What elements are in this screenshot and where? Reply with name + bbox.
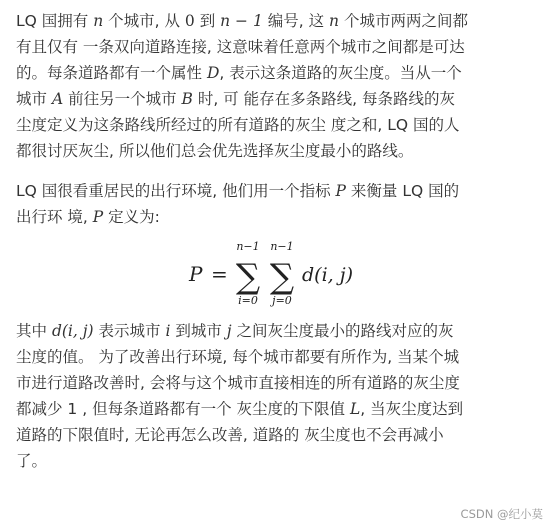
text-run: , 当灰尘度达到 bbox=[360, 400, 464, 418]
math-var-B: B bbox=[181, 90, 193, 108]
math-var-i: i bbox=[165, 322, 171, 340]
sum2-lower-limit: j=0 bbox=[272, 294, 292, 307]
text-run: 时, 可 能存在多条路线, 每条路线的灰 bbox=[192, 90, 455, 108]
math-var-P: P bbox=[335, 182, 346, 200]
text-line bbox=[16, 60, 543, 86]
text-run: 到城市 bbox=[170, 322, 227, 340]
text-run: 其中 bbox=[16, 322, 52, 340]
sum1-upper-limit: n−1 bbox=[236, 240, 260, 253]
text-run: 到 bbox=[194, 12, 221, 30]
text-run: 定义为: bbox=[103, 208, 160, 226]
formula-lhs: P bbox=[189, 262, 203, 286]
text-line: 道路的下限值时, 无论再怎么改善, 道路的 灰尘度也不会再减小 bbox=[16, 426, 444, 444]
text-line bbox=[16, 396, 543, 422]
text-run: 都减少 1 , 但每条道路都有一个 灰尘度的下限值 bbox=[16, 400, 350, 418]
text-line: 尘度定义为这条路线所经过的所有道路的灰尘 度之和, LQ 国的人 bbox=[16, 116, 460, 134]
math-expr-d-i-j: d(i, j) bbox=[51, 322, 94, 340]
text-line: 了。 bbox=[16, 452, 48, 470]
watermark: CSDN @纪小莫 bbox=[460, 507, 543, 521]
math-var-n: n bbox=[329, 12, 340, 30]
sum2-sigma: ∑ bbox=[269, 257, 295, 297]
math-number: 0 bbox=[184, 12, 195, 30]
text-run: 的。每条道路都有一个属性 bbox=[16, 64, 207, 82]
text-line bbox=[16, 318, 543, 344]
formula-equals: = bbox=[211, 262, 228, 286]
text-run: 前往另一个城市 bbox=[63, 90, 182, 108]
text-line bbox=[16, 178, 543, 204]
document-body bbox=[16, 8, 543, 474]
sum1-lower-limit: i=0 bbox=[238, 294, 258, 307]
math-var-L: L bbox=[349, 400, 361, 418]
text-run: LQ 国拥有 bbox=[16, 12, 94, 30]
math-expr-n-minus-1: n − 1 bbox=[220, 12, 263, 30]
text-line bbox=[16, 204, 543, 230]
text-run: 表示城市 bbox=[93, 322, 166, 340]
text-line: 有且仅有 一条双向道路连接, 这意味着任意两个城市之间都是可达 bbox=[16, 38, 465, 56]
text-run: 城市 bbox=[16, 90, 52, 108]
text-line bbox=[16, 86, 543, 112]
text-run: 出行环 境, bbox=[16, 208, 93, 226]
math-var-D: D bbox=[206, 64, 220, 82]
formula-body: d(i, j) bbox=[302, 264, 354, 286]
text-run: , 表示这条道路的灰尘度。当从一个 bbox=[219, 64, 462, 82]
sum1-sigma: ∑ bbox=[235, 257, 261, 297]
math-var-A: A bbox=[51, 90, 64, 108]
text-line: 市进行道路改善时, 会将与这个城市直接相连的所有道路的灰尘度 bbox=[16, 374, 460, 392]
paragraph-intro bbox=[16, 8, 543, 164]
text-line bbox=[16, 8, 543, 34]
text-run: 来衡量 LQ 国的 bbox=[345, 182, 460, 200]
text-line: 尘度的值。 为了改善出行环境, 每个城市都要有所作为, 当某个城 bbox=[16, 348, 460, 366]
math-var-n: n bbox=[93, 12, 104, 30]
paragraph-spacer bbox=[16, 164, 543, 178]
text-run: 编号, 这 bbox=[262, 12, 330, 30]
paragraph-improvement bbox=[16, 318, 543, 474]
paragraph-metric bbox=[16, 178, 543, 230]
display-formula bbox=[16, 234, 543, 312]
math-var-P: P bbox=[92, 208, 104, 226]
formula-svg bbox=[16, 234, 537, 312]
text-run: LQ 国很看重居民的出行环境, 他们用一个指标 bbox=[16, 182, 336, 200]
text-run: 之间灰尘度最小的路线对应的灰 bbox=[231, 322, 454, 340]
text-run: 个城市, 从 bbox=[103, 12, 185, 30]
math-var-j: j bbox=[226, 322, 232, 340]
text-run: 个城市两两之间都 bbox=[339, 12, 468, 30]
sum2-upper-limit: n−1 bbox=[270, 240, 294, 253]
text-line: 都很讨厌灰尘, 所以他们总会优先选择灰尘度最小的路线。 bbox=[16, 142, 414, 160]
